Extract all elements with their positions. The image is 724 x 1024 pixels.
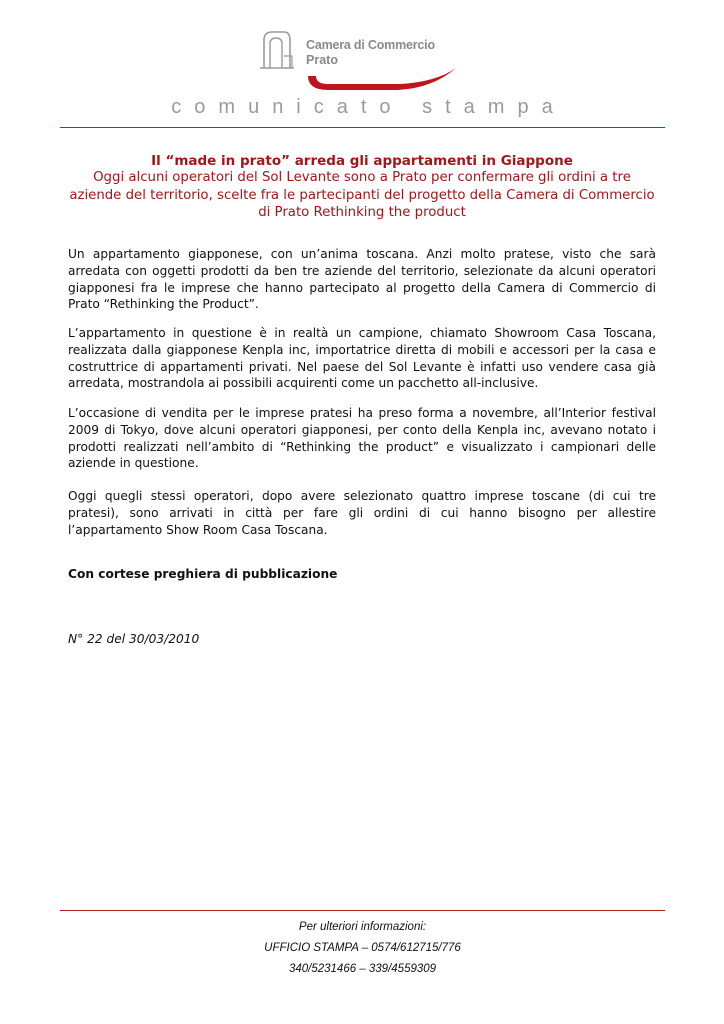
footer-press-office-phone: UFFICIO STAMPA – 0574/612715/776 — [264, 942, 461, 954]
body-paragraph: Un appartamento giapponese, con un’anima toscana. Anzi molto pratese, visto che sarà arredata con oggetti prodotti da ben tre aziende del territorio, selezionate da alcuni operatori giapponesi fra le imprese che hanno partecipato al progetto della Camera di Commercio di Prato “Rethinking the Product”. — [68, 247, 656, 312]
press-release-headline: Il “made in prato” arreda gli appartamenti in Giappone — [151, 153, 573, 169]
header-divider — [60, 127, 665, 128]
footer-divider — [60, 910, 665, 911]
footer-info-label: Per ulteriori informazioni: — [298, 921, 427, 933]
closing-note: Con cortese preghiera di pubblicazione — [68, 567, 338, 581]
body-paragraph: L’occasione di vendita per le imprese pratesi ha preso forma a novembre, all’Interior festival 2009 di Tokyo, dove alcuni operatori giapponesi, per conto della Kenpla inc, avevano notato i prodotti realizzati nell’ambito di “Rethinking the product” e visualizzato i campionari delle aziende in questione. — [68, 406, 656, 471]
document-type-subtitle: comunicato stampa — [171, 96, 566, 118]
body-paragraph: Oggi quegli stessi operatori, dopo avere selezionato quattro imprese toscane (di cui tre pratesi), sono arrivati in città per fare gli ordini di cui hanno bisogno per allestire l’appartamento Show Room Casa Toscana. — [68, 489, 656, 537]
release-number-date: N° 22 del 30/03/2010 — [68, 632, 200, 646]
press-release-subheadline: Oggi alcuni operatori del Sol Levante sono a Prato per confermare gli ordini a tre aziende del territorio, scelte fra le partecipanti del progetto della Camera di Commercio di Prato Rethinking the product — [69, 170, 655, 220]
logo-text-line2: Prato — [306, 53, 338, 67]
logo-text-line1: Camera di Commercio — [306, 38, 435, 52]
chamber-logo — [258, 28, 458, 94]
footer-mobile-phones: 340/5231466 – 339/4559309 — [288, 963, 437, 975]
body-paragraph: L’appartamento in questione è in realtà un campione, chiamato Showroom Casa Toscana, realizzata dalla giapponese Kenpla inc, importatrice diretta di mobili e accessori per la casa e costruttrice di appartamenti privati. Nel paese del Sol Levante è infatti uso vendere casa già arredata, mostrandola ai possibili acquirenti come un pacchetto all-inclusive. — [68, 326, 656, 391]
